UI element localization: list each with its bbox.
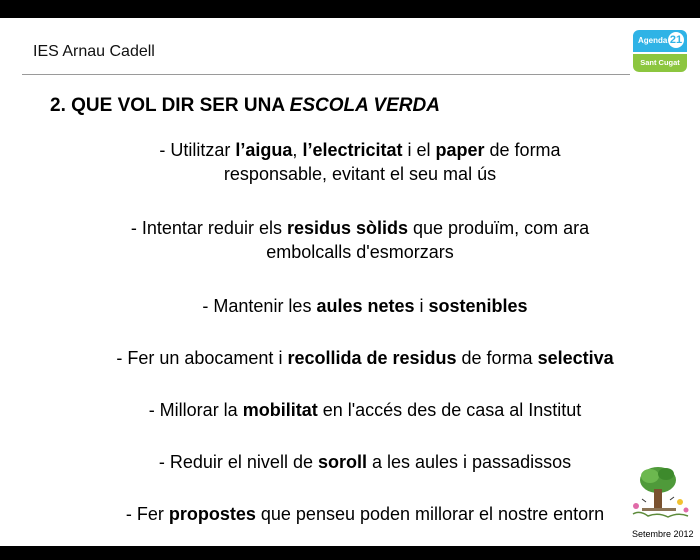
top-black-bar (0, 0, 700, 18)
bullet-emphasis: propostes (168, 504, 256, 524)
logo-top-block (633, 30, 687, 52)
bullet-item (70, 502, 660, 526)
bullet-text: - Utilitzar (159, 140, 236, 160)
bullet-text: que produïm, com ara embolcalls d'esmorzars (266, 218, 590, 262)
bullet-item (110, 138, 610, 186)
header-divider (22, 74, 630, 75)
bottom-black-bar (0, 546, 700, 560)
bullet-emphasis: sostenibles (428, 296, 528, 316)
slide-title (50, 95, 440, 117)
bullet-emphasis: soroll (317, 452, 367, 472)
bullet-item (70, 346, 660, 370)
school-name: IES Arnau Cadell (33, 43, 155, 60)
bullet-text: a les aules i passadissos (366, 452, 572, 472)
bullet-text: en l'accés des de casa al Institut (317, 400, 582, 420)
slide-title-prefix: 2. QUE VOL DIR SER UNA (50, 95, 290, 116)
footer-date: Setembre 2012 (632, 529, 694, 539)
bullet-emphasis: l’electricitat (302, 140, 403, 160)
bullet-emphasis: recollida de residus (287, 348, 457, 368)
bullet-emphasis: paper (435, 140, 485, 160)
bullet-text: de forma (456, 348, 538, 368)
bullet-text: i el (402, 140, 436, 160)
agenda21-logo (633, 30, 687, 72)
bullet-item (70, 294, 660, 318)
tree-illustration (628, 462, 694, 524)
bullet-text: , (292, 140, 303, 160)
bullet-text: - Mantenir les (202, 296, 317, 316)
bullet-item (110, 216, 610, 264)
bullet-emphasis: mobilitat (242, 400, 318, 420)
bullet-text: - Millorar la (148, 400, 243, 420)
bullet-emphasis: selectiva (537, 348, 614, 368)
bullet-emphasis: aules netes (316, 296, 415, 316)
bullet-text: que penseu poden millorar el nostre entorn (255, 504, 605, 524)
bullet-item (70, 398, 660, 422)
bullet-emphasis: residus sòlids (286, 218, 409, 238)
logo-agenda-text: Agenda (638, 36, 668, 45)
bullet-text: - Fer un abocament i (116, 348, 288, 368)
slide-title-emphasis: ESCOLA VERDA (289, 95, 440, 116)
bullet-item (70, 450, 660, 474)
bullet-text: - Reduir el nivell de (158, 452, 318, 472)
bullet-text: - Fer (125, 504, 169, 524)
bullet-text: i (414, 296, 429, 316)
logo-sant-cugat-text: Sant Cugat (633, 54, 687, 72)
bullet-text: de forma responsable, evitant el seu mal ús (223, 140, 561, 184)
bullet-text: - Intentar reduir els (130, 218, 287, 238)
bullet-emphasis: l’aigua (235, 140, 293, 160)
logo-number: 21 (669, 34, 683, 46)
